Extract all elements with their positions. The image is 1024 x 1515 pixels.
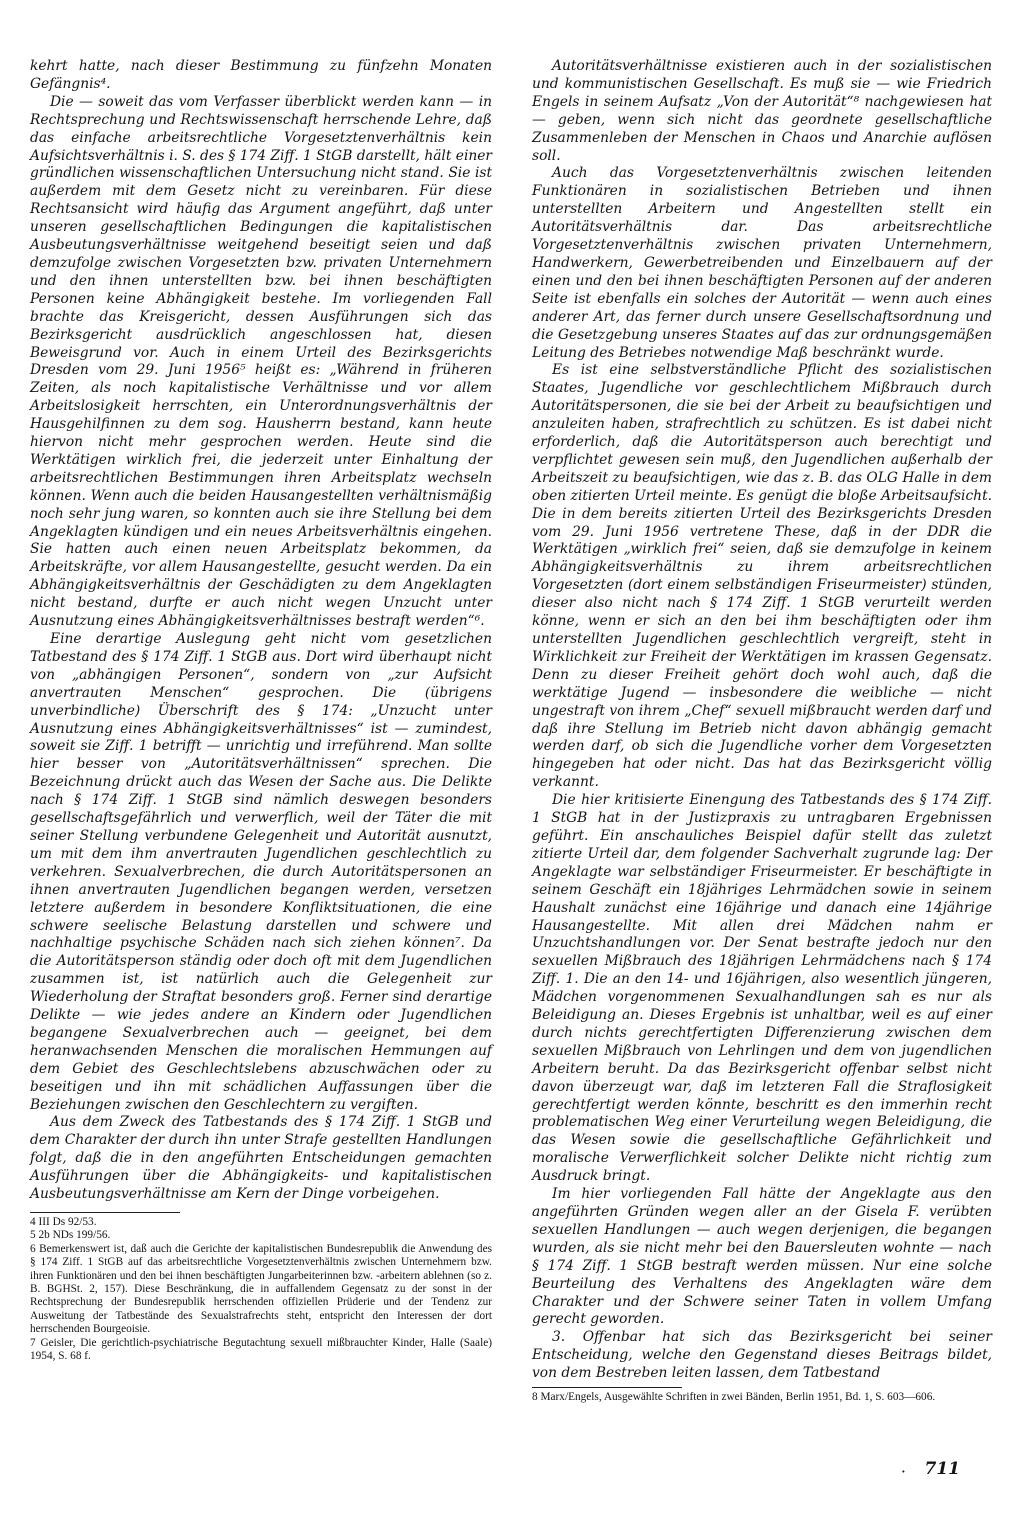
paragraph: Im hier vorliegenden Fall hätte der Angeklagte aus den angeführten Gründen wegen aller an der Gisela F. verübten sexuellen Handlungen — auch wegen derjenigen, die begangen wurden, als sie nicht mehr bei den Bauersleuten wohnte — nach § 174 Ziff. 1 StGB bestraft werden müssen. Nur eine solche Beurteilung des Verhaltens des Angeklagten wäre dem Charakter und der Schwere seiner Taten in vollem Umfang gerecht geworden. [532,1186,992,1328]
footnote-divider [30,1212,180,1213]
footnote: 4 III Ds 92/53. [30,1216,97,1228]
paragraph: Die — soweit das vom Verfasser überblickt werden kann — in Rechtsprechung und Rechtswissenschaft herrschende Lehre, daß das einfache arbeitsrechtliche Vorgesetztenverhältnis kein Aufsichtsverhältnis i. S. des § 174 Ziff. 1 StGB darstellt, hält einer gründlichen wissenschaftlichen Untersuchung nicht stand. Sie ist außerdem mit dem Gesetz nicht zu vereinbaren. Für diese Rechtsansicht wird häufig das Argument angeführt, daß unter unseren gesellschaftlichen Bedingungen die kapitalistischen Ausbeutungsverhältnisse weitgehend beseitigt seien und daß demzufolge zwischen Vorgesetzten bzw. privaten Unternehmern und den ihnen unterstellten bzw. bei ihnen beschäftigten Personen keine Abhängigkeit bestehe. Im vorliegenden Fall brachte das Kreisgericht, dessen Ausführungen sich das Bezirksgericht ausdrücklich angeschlossen hat, diesen Beweisgrund vor. Auch in einem Urteil des Bezirksgerichts Dresden vom 29. Juni 1956⁵ heißt es: „Während in früheren Zeiten, als noch kapitalistische Verhältnisse und vor allem Arbeitslosigkeit herrschten, ein Unterordnungsverhältnis der Hausgehilfinnen zu dem sog. Hausherrn bestand, kann heute hiervon nicht mehr gesprochen werden. Heute sind die Werktätigen wirklich frei, die jederzeit unter Einhaltung der arbeitsrechtlichen Bestimmungen ihren Arbeitsplatz wechseln können. Wenn auch die beiden Hausangestellten verhältnismäßig noch sehr jung waren, so konnten auch sie ihre Stellung bei dem Angeklagten kündigen und ein neues Arbeitsverhältnis eingehen. Sie hatten auch einen neuen Arbeitsplatz bekommen, da Arbeitskräfte, vor allem Hausangestellte, gesucht werden. Da ein Abhängigkeitsverhältnis der Geschädigten zu dem Angeklagten nicht bestand, durfte er auch nicht wegen Unzucht unter Ausnutzung eines Abhängigkeitsverhältnisses bestraft werden“⁶. [30,93,492,630]
right-column [532,58,992,1404]
paragraph: kehrt hatte, nach dieser Bestimmung zu fünfzehn Monaten Gefängnis⁴. [30,58,492,92]
paragraph: Die hier kritisierte Einengung des Tatbestands des § 174 Ziff. 1 StGB hat in der Justizpraxis zu untragbaren Ergebnissen geführt. Ein anschauliches Beispiel dafür stellt das zuletzt zitierte Urteil dar, dem folgender Sachverhalt zugrunde lag: Der Angeklagte war selbständiger Friseurmeister. Er beschäftigte in seinem Geschäft ein 18jähriges Lehrmädchen sowie in seinem Haushalt zunächst eine 16jährige und danach eine 14jährige Hausangestellte. Mit allen drei Mädchen nahm er Unzuchtshandlungen vor. Der Senat bestrafte jedoch nur den sexuellen Mißbrauch des 18jährigen Lehrmädchens nach § 174 Ziff. 1. Die an den 14- und 16jährigen, also wesentlich jüngeren, Mädchen vorgenommenen Sexualhandlungen sah es nur als Beleidigung an. Dieses Ergebnis ist unhaltbar, weil es auf einer durch nichts gerechtfertigten Differenzierung zwischen dem sexuellen Mißbrauch von Lehrlingen und dem von jugendlichen Arbeitern beruht. Da das Bezirksgericht offenbar selbst nicht davon überzeugt war, daß im letzteren Fall die Straflosigkeit gerechtfertigt werden könnte, beschritt es den immerhin recht problematischen Weg einer Verurteilung wegen Beleidigung, die das Wesen sowie die gesellschaftliche Gefährlichkeit und moralische Verwerflichkeit solcher Delikte nicht richtig zum Ausdruck bringt. [532,792,992,1185]
page-number: 711 [924,1459,960,1479]
footnote: 7 Geisler, Die gerichtlich-psychiatrische Begutachtung sexuell mißbrauchter Kinder, Halle (Saale) 1954, S. 68 f. [30,1336,492,1363]
paragraph: Aus dem Zweck des Tatbestands des § 174 Ziff. 1 StGB und dem Charakter der durch ihn unter Strafe gestellten Handlungen folgt, daß die in den angeführten Entscheidungen gemachten Ausführungen über die Abhängigkeits- und kapitalistischen Ausbeutungsverhältnisse am Kern der Dinge vorbeigehen. [30,1114,492,1203]
footnotes-right [532,1387,992,1404]
footnote: 6 Bemerkenswert ist, daß auch die Gerichte der kapitalistischen Bundesrepublik die Anwendung des § 174 Ziff. 1 StGB auf das arbeitsrechtliche Vorgesetztenverhältnis zwischen Unternehmern bzw. ihren Funktionären und den bei ihnen beschäftigten Jungarbeiterinnen bzw. -arbeitern ablehnen (so z. B. BGHSt. 2, 157). Diese Beschränkung, die in auffallendem Gegensatz zu der sonst in der Rechtsprechung der Bundesrepublik herrschenden offiziellen Prüderie und der Tendenz zur Ausweitung der Tatbestände des Sexualstrafrechts steht, entspricht den Interessen der dort herrschenden Bourgeoisie. [30,1242,492,1336]
paragraph: 3. Offenbar hat sich das Bezirksgericht bei seiner Entscheidung, welche den Gegenstand dieses Beitrags bildet, von dem Bestreben leiten lassen, dem Tatbestand [532,1329,992,1382]
footnotes-left [30,1212,492,1363]
page-marker-dot: · [900,1462,906,1481]
footnote: 5 2b NDs 199/56. [30,1229,111,1242]
paragraph: Es ist eine selbstverständliche Pflicht des sozialistischen Staates, Jugendliche vor geschlechtlichem Mißbrauch durch Autoritätspersonen, die sie bei der Arbeit zu beaufsichtigen und anzuleiten haben, strafrechtlich zu schützen. Es ist dabei nicht erforderlich, daß die Autoritätsperson auch berechtigt und verpflichtet gewesen sein muß, den Jugendlichen außerhalb der Arbeitszeit zu beaufsichtigen, wie das z. B. das OLG Halle in dem oben zitierten Urteil meinte. Es genügt die bloße Arbeitsaufsicht. Die in dem bereits zitierten Urteil des Bezirksgerichts Dresden vom 29. Juni 1956 vertretene These, daß in der DDR die Werktätigen „wirklich frei“ seien, daß sie demzufolge in keinem Abhängigkeitsverhältnis zu ihrem arbeitsrechtlichen Vorgesetzten (dort einem selbständigen Friseurmeister) stünden, dieser also nicht nach § 174 Ziff. 1 StGB verurteilt werden könne, wenn er sich an den bei ihm beschäftigten oder ihm unterstellten Jugendlichen geschlechtlich vergreift, steht in Wirklichkeit zur Freiheit der Werktätigen im krassen Gegensatz. Denn zu dieser Freiheit gehört doch wohl auch, daß die werktätige Jugend — insbesondere die weibliche — nicht ungestraft von ihrem „Chef“ sexuell mißbraucht werden darf und daß ihre Stellung im Betrieb nicht davon abhängig gemacht werden darf, ob sich die Jugendliche vorher dem Vorgesetzten hingegeben hat oder nicht. Das hat das Bezirksgericht völlig verkannt. [532,362,992,791]
left-column [30,58,492,1363]
paragraph: Eine derartige Auslegung geht nicht vom gesetzlichen Tatbestand des § 174 Ziff. 1 StGB aus. Dort wird überhaupt nicht von „abhängigen Personen“, sondern von „zur Aufsicht anvertrauten Menschen“ gesprochen. Die (übrigens unverbindliche) Überschrift des § 174: „Unzucht unter Ausnutzung eines Abhängigkeitsverhältnisses“ ist — zumindest, soweit sie Ziff. 1 betrifft — unrichtig und irreführend. Man sollte hier besser von „Autoritätsverhältnissen“ sprechen. Die Bezeichnung drückt auch das Wesen der Sache aus. Die Delikte nach § 174 Ziff. 1 StGB sind nämlich deswegen besonders gesellschaftsgefährlich und verwerflich, weil der Täter die mit seiner Stellung verbundene Gelegenheit und Autorität ausnutzt, um mit dem ihm anvertrauten Jugendlichen geschlechtlich zu verkehren. Sexualverbrechen, die durch Autoritätspersonen an ihnen anvertrauten Jugendlichen begangen werden, versetzen letztere außerdem in besondere Konfliktsituationen, die eine schwere seelische Belastung darstellen und schwere und nachhaltige psychische Schäden nach sich ziehen können⁷. Da die Autoritätsperson ständig oder doch oft mit dem Jugendlichen zusammen ist, ist natürlich auch die Gelegenheit zur Wiederholung der Straftat besonders groß. Ferner sind derartige Delikte — wie jedes andere an Kindern oder Jugendlichen begangene Sexualverbrechen auch — geeignet, bei dem heranwachsenden Menschen die moralischen Hemmungen auf dem Gebiet des Geschlechtslebens abzuschwächen oder zu beseitigen und ihn mit schädlichen Auffassungen über die Beziehungen zwischen den Geschlechtern zu vergiften. [30,631,492,1113]
paragraph: Auch das Vorgesetztenverhältnis zwischen leitenden Funktionären in sozialistischen Betrieben und ihnen unterstellten Arbeitern und Angestellten stellt ein Autoritätsverhältnis dar. Das arbeitsrechtliche Vorgesetztenverhältnis zwischen privaten Unternehmern, Handwerkern, Gewerbetreibenden und Einzelbauern auf der einen und den bei ihnen beschäftigten Personen auf der anderen Seite ist ebenfalls ein solches der Autorität — wenn auch eines anderer Art, das ferner durch unsere Gesellschaftsordnung und die Gesetzgebung unseres Staates auf das zur ordnungsgemäßen Leitung des Betriebes notwendige Maß beschränkt wurde. [532,165,992,361]
footnote: 8 Marx/Engels, Ausgewählte Schriften in zwei Bänden, Berlin 1951, Bd. 1, S. 603—606. [532,1391,936,1404]
footnote-divider [532,1387,682,1388]
paragraph: Autoritätsverhältnisse existieren auch in der sozialistischen und kommunistischen Gesellschaft. Es muß sie — wie Friedrich Engels in seinem Aufsatz „Von der Autorität“⁸ nachgewiesen hat — geben, wenn sich nicht das geordnete gesellschaftliche Zusammenleben der Menschen in Chaos und Anarchie auflösen soll. [532,58,992,164]
